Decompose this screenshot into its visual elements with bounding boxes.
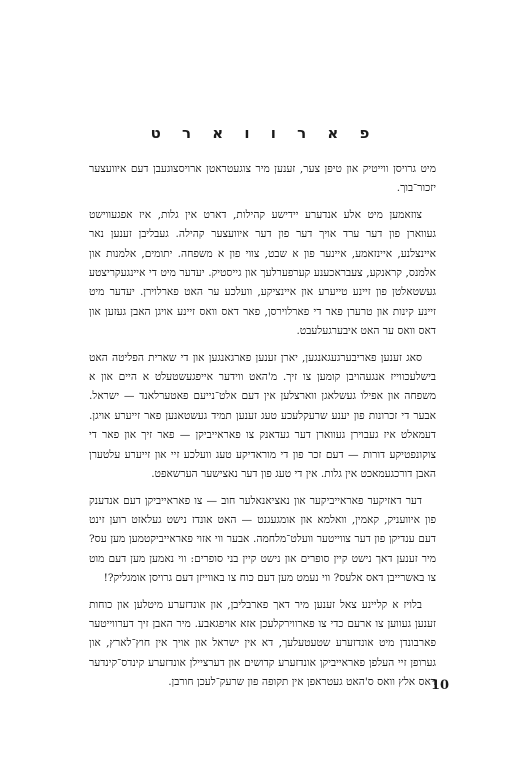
paragraph: סאג זענען פאריבערגעגאנגען, יארן זענען פארגאנגען און די שארית הפליטה האט בישלעכווייז אנגעהויבן קומען צו זיך. מ'האט ווידער אייפגעשטעלט א היים און א משפחה און אפילו געשלאגן ווארצלען אין דעם אלט־נייעם פאטערלאנד — ישראל. אבער די זכרונות פון יענע שרעקלעכע טעג זענען תמיד געשטאנען פאר זייערע אויגן. דעמאלט איז געבוירן געווארן דער געדאנק צו פאראייביקן — פאר זיך און פאר די צוקונפטיקע דורות — דעם זכר פון די מוראדיקע טעג וועלכע זיי און זייערע עלטערן האבן דורכגעמאכט אין גלות. אין די טעג פון דער נאצישער הערשאפט.: [89, 351, 436, 481]
page-number: 10: [431, 678, 450, 693]
paragraph: צוזאמען מיט אלע אנדערע יידישע קהילות, דארט אין גלות, איז אפגעווישט געווארן פון דער ערד אויך דער פון דער איוועצער קהילה. געבליבן זענען נאר איינצלנע, איינזאמע, איינער פון א שבט, צווי פון א משפחה. יתומים, אלמנות און אלמנס, קראנקע, צעבראכענע קערפערלעך און גייסטיק. יעדער מיט די איינגעקריצטע געשטאלטן פון זיינע טייערע און איינציקע, וועלכע ער האט פארלוירן. יעדער מיט זיינע קינות און טרערן פאר די פארלוירסן, פאר דאס וואס זיינע אויגן האבן געזען און דאס וואס ער האט איבערגעלעבט.: [89, 208, 436, 338]
paragraph: בלויז א קליינע צאל זענען מיר דאך פארבליבן, און אונדזערע מיטלען און כוחות זענען געווען צו ארעם כדי צו פארווירקלעכן אזא אויפגאבע. מיר האבן זיך דערווייטער פארבונדן מיט אונדזערע שטעטעלעך, דא אין ישראל און אויך אין חוץ־לארץ, און גערופן זיי העלפן פאראייביקן אונדזערע קדושים און דערציילן אונדזערע קינדס־קינדער דאס אלץ וואס ס'האט געטראפן אין תקופה פון שרעק־לעכן חורבן.: [89, 598, 436, 689]
page-title: פ א ר ו ו א ר ט: [150, 124, 378, 142]
paragraph: מיט גרויסן ווייטיק און טיפן צער, זענען מיר צוגעטראטן ארויסצוגעבן דעם איוועצער יזכור־בוך.: [89, 163, 436, 195]
paragraph: דער דאזיקער פאראייביקער און נאציאנאלער חוב — צו פאראייביקן דעם אנדענק פון איוועניק, קאמין, וואלמא און אומגעגנט — האט אונדז נישט געלאזט רוען זינט דעם ענדיקן פון דער צווייטער וועלט־מלחמה. אבער ווי אזוי פאראייביקטמען מען עס? מיר זענען דאך נישט קיין סופרים און נישט קיין בני סופרים: ווי נאמען מען דעם מוט צו באשרייבן דאס אלעס? ווי נעמט מען דעם כוח צו באווייזן דעם גרויסן אומגליק?!: [89, 494, 436, 585]
body-text: [89, 160, 436, 700]
